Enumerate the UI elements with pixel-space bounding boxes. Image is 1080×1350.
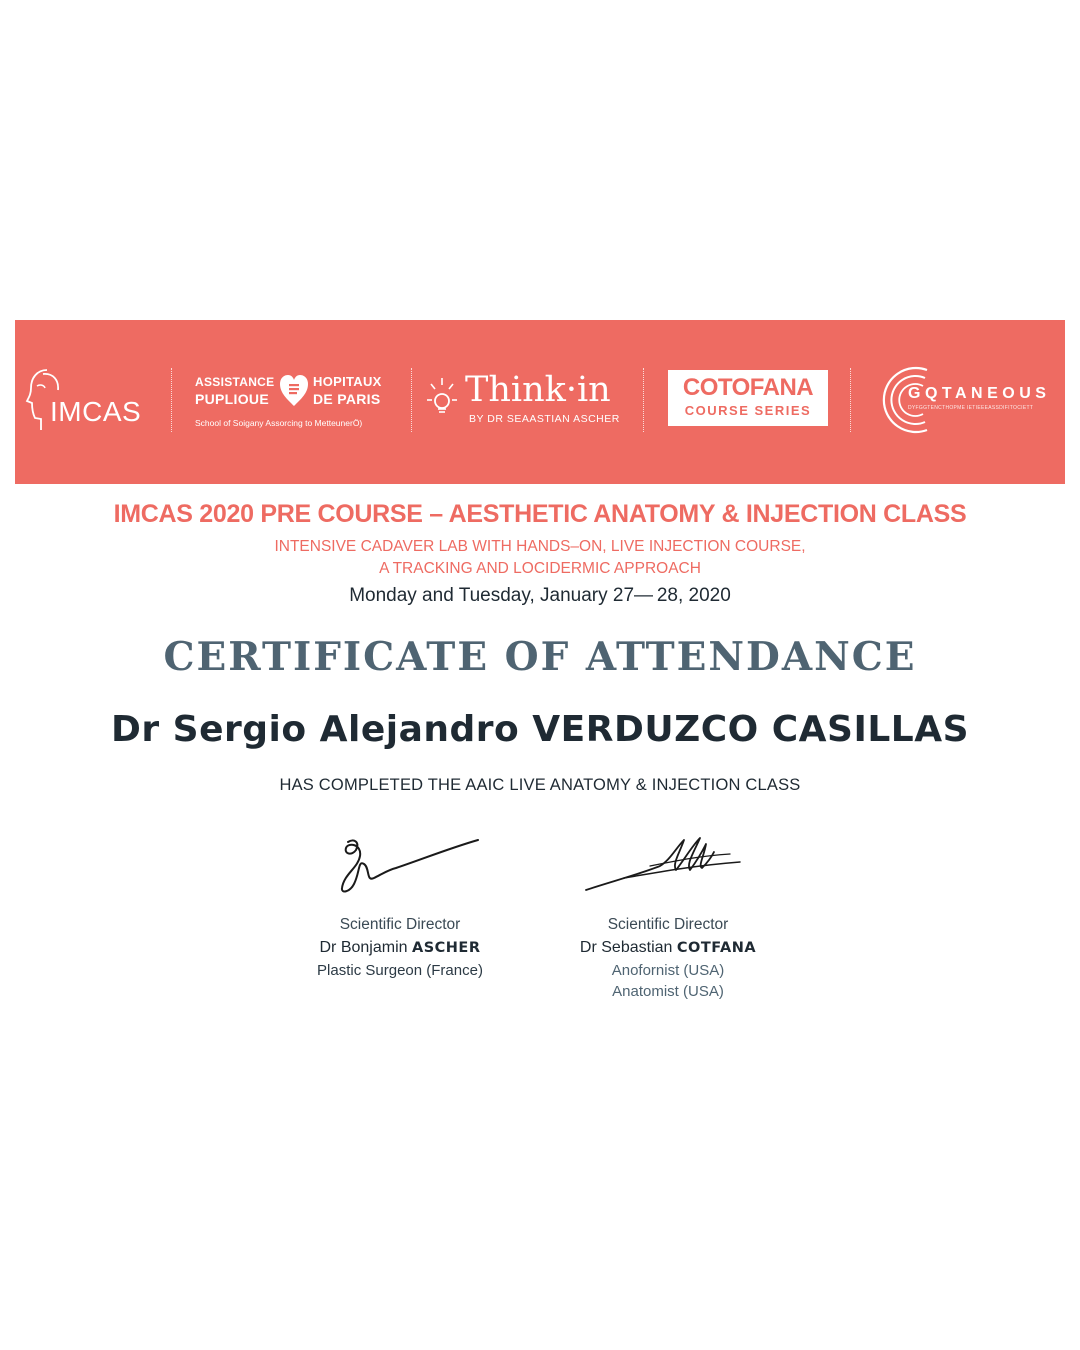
thinkin-wordmark: Think·in: [465, 370, 611, 410]
logo-banner: [15, 320, 1065, 484]
signatory-role: Scientific Director: [339, 916, 461, 933]
signatory-first-name: Dr Sebastian: [579, 939, 673, 956]
certificate-heading: CERTIFICATE OF ATTENDANCE: [163, 634, 917, 680]
thinkin-logo: [425, 366, 635, 436]
lightbulb-icon: [425, 376, 459, 426]
heart-icon: [279, 374, 309, 408]
aphp-right-line2: DE PARIS: [313, 391, 381, 407]
cotofana-subtitle: COURSE SERIES: [684, 403, 812, 418]
qutaneous-logo: [875, 362, 1055, 438]
divider: [643, 368, 644, 432]
cotofana-logo: [668, 370, 828, 426]
completion-statement: HAS COMPLETED THE AAIC LIVE ANATOMY & INJECTION CLASS: [279, 776, 801, 794]
imcas-logo: [25, 364, 165, 436]
aphp-subline: School of Soigany Assorcing to MetteunerÖ): [195, 418, 363, 428]
cotofana-title: COTOFANA: [682, 374, 814, 401]
signatory-name: [528, 936, 808, 960]
signatory-surname: COTFANA: [676, 940, 757, 956]
signatory-affiliation: Plastic Surgeon (France): [317, 962, 483, 979]
signatory-role: Scientific Director: [607, 916, 729, 933]
signatory-first-name: Dr Bonjamin: [319, 939, 408, 956]
signatory-affiliation: Anofornist (USA): [611, 962, 725, 979]
signatory-block: [260, 914, 540, 981]
divider: [171, 368, 172, 432]
imcas-wordmark: IMCAS: [50, 396, 142, 427]
qutaneous-tagline: DYFGGTENCTHOPME IETIEEEASSDIFITOCIETT: [908, 405, 1034, 411]
qutaneous-wordmark: GQTANEOUS: [908, 385, 1051, 402]
aphp-left-line2: PUPLIOUE: [195, 391, 269, 407]
signature-cotfana: [580, 830, 750, 900]
course-date: Monday and Tuesday, January 27— 28, 2020: [349, 585, 731, 606]
signature-ascher: [330, 830, 490, 900]
signatory-block: [528, 914, 808, 1002]
divider: [411, 368, 412, 432]
aphp-logo: [195, 372, 395, 434]
aphp-right-line1: HOPITAUX: [313, 374, 382, 389]
signatory-surname: ASCHER: [411, 940, 481, 956]
thinkin-byline: BY DR SEAASTIAN ASCHER: [469, 413, 620, 425]
divider: [850, 368, 851, 432]
course-subtitle-line2: A TRACKING AND LOCIDERMIC APPROACH: [379, 560, 701, 577]
recipient-name: Dr Sergio Alejandro VERDUZCO CASILLAS: [110, 709, 970, 750]
signatory-name: [260, 936, 540, 960]
course-subtitle-line1: INTENSIVE CADAVER LAB WITH HANDS–ON, LIVE INJECTION COURSE,: [274, 538, 806, 555]
course-title: IMCAS 2020 PRE COURSE – AESTHETIC ANATOMY & INJECTION CLASS: [113, 500, 967, 528]
aphp-left-line1: ASSISTANCE: [195, 375, 275, 389]
signatory-affiliation: Anatomist (USA): [612, 983, 724, 1000]
